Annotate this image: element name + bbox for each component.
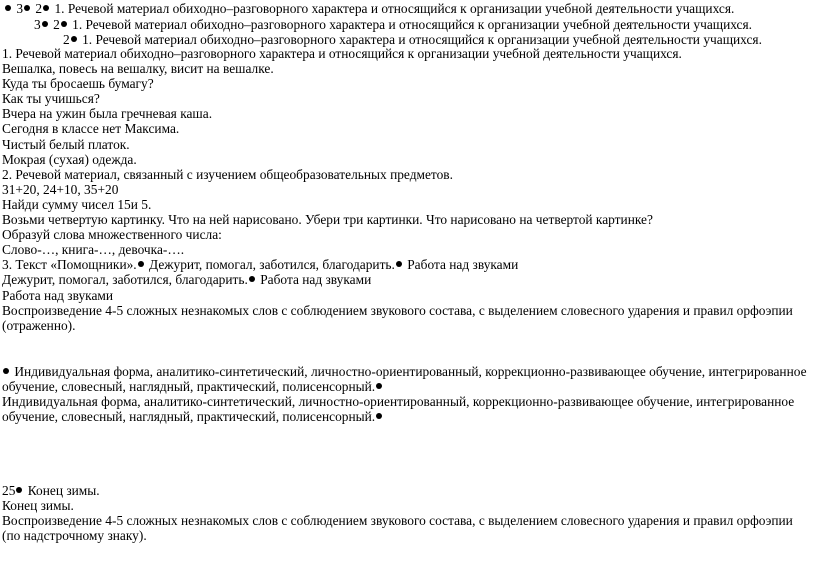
bullet-icon (376, 413, 382, 419)
document-body (2, 46, 812, 544)
paragraph (2, 394, 812, 424)
header-line-2 (34, 17, 752, 32)
header-text: 1. Речевой материал обиходно–разговорного характера и относящийся к организации учебной деятельности учащихся. (54, 1, 735, 16)
paragraph: Работа над звуками (2, 287, 114, 303)
bullet-icon (376, 383, 382, 389)
paragraph (2, 364, 812, 394)
paragraph: Воспроизведение 4-5 сложных незнакомых слов с соблюдением звукового состава, с выделением словесного ударения и правил орфоэпии (по надстрочному знаку). (2, 513, 793, 544)
header-line-3 (63, 32, 762, 47)
paragraph: 1. Речевой материал обиходно–разговорного характера и относящийся к организации учебной деятельности учащихся. (2, 46, 682, 61)
header-text: 1. Речевой материал обиходно–разговорного характера и относящийся к организации учебной деятельности учащихся. (72, 17, 752, 32)
bullet-icon (71, 36, 77, 42)
bullet-icon (138, 261, 144, 267)
bullet-icon (396, 261, 402, 267)
paragraph: 31+20, 24+10, 35+20 (2, 181, 119, 197)
paragraph: Сегодня в классе нет Максима. (2, 121, 180, 137)
paragraph: Куда ты бросаешь бумагу? (2, 76, 154, 92)
paragraph (2, 257, 812, 272)
paragraph: Как ты учишься? (2, 91, 100, 107)
text-span: Работа над звуками (407, 257, 519, 273)
paragraph (2, 272, 812, 287)
num-2: 2 (35, 1, 43, 16)
num-3: 3 (16, 1, 24, 16)
paragraph (2, 483, 812, 498)
bullet-icon (24, 5, 30, 11)
num-3: 3 (34, 17, 41, 32)
bullet-icon (5, 5, 11, 11)
num-2: 2 (53, 17, 60, 32)
paragraph: Возьми четвертую картинку. Что на ней нарисовано. Убери три картинки. Что нарисовано на четвертой картинке? (2, 212, 653, 228)
num-2: 2 (63, 32, 70, 47)
bullet-icon (3, 368, 9, 374)
text-span: 25 (2, 483, 16, 499)
text-span: Конец зимы. (27, 483, 100, 499)
bullet-icon (61, 21, 67, 27)
header-line-1 (4, 1, 734, 16)
bullet-icon (249, 276, 255, 282)
text-span: Дежурит, помогал, заботился, благодарить. (149, 257, 395, 273)
text-span: 3. Текст «Помощники». (2, 257, 137, 273)
text-span: Дежурит, помогал, заботился, благодарить. (2, 272, 248, 288)
paragraph: Вчера на ужин была гречневая каша. (2, 106, 213, 122)
paragraph: Воспроизведение 4-5 сложных незнакомых слов с соблюдением звукового состава, с выделением словесного ударения и правил орфоэпии (отраженно). (2, 302, 793, 333)
paragraph: Слово-…, книга-…, девочка-…. (2, 242, 185, 258)
text-span: Индивидуальная форма, аналитико-синтетический, личностно-ориентированный, коррекционно-развивающее обучение, интегрированное обучение, словесный, наглядный, практический, полисенсорный. (2, 363, 807, 394)
text-span: Индивидуальная форма, аналитико-синтетический, личностно-ориентированный, коррекционно-развивающее обучение, интегрированное обучение, словесный, наглядный, практический, полисенсорный. (2, 393, 795, 425)
paragraph: Образуй слова множественного числа: (2, 227, 222, 243)
paragraph: Конец зимы. (2, 498, 74, 514)
paragraph: Вешалка, повесь на вешалку, висит на вешалке. (2, 61, 274, 77)
header-text: 1. Речевой материал обиходно–разговорного характера и относящийся к организации учебной деятельности учащихся. (82, 32, 762, 47)
bullet-icon (42, 21, 48, 27)
paragraph: Чистый белый платок. (2, 136, 130, 152)
spacer (2, 424, 812, 483)
spacer (2, 333, 812, 364)
bullet-icon (16, 487, 22, 493)
bullet-icon (43, 5, 49, 11)
paragraph: Мокрая (сухая) одежда. (2, 151, 137, 167)
paragraph: Найди сумму чисел 15и 5. (2, 196, 152, 212)
paragraph: 2. Речевой материал, связанный с изучением общеобразовательных предметов. (2, 166, 453, 182)
text-span: Работа над звуками (260, 272, 372, 288)
